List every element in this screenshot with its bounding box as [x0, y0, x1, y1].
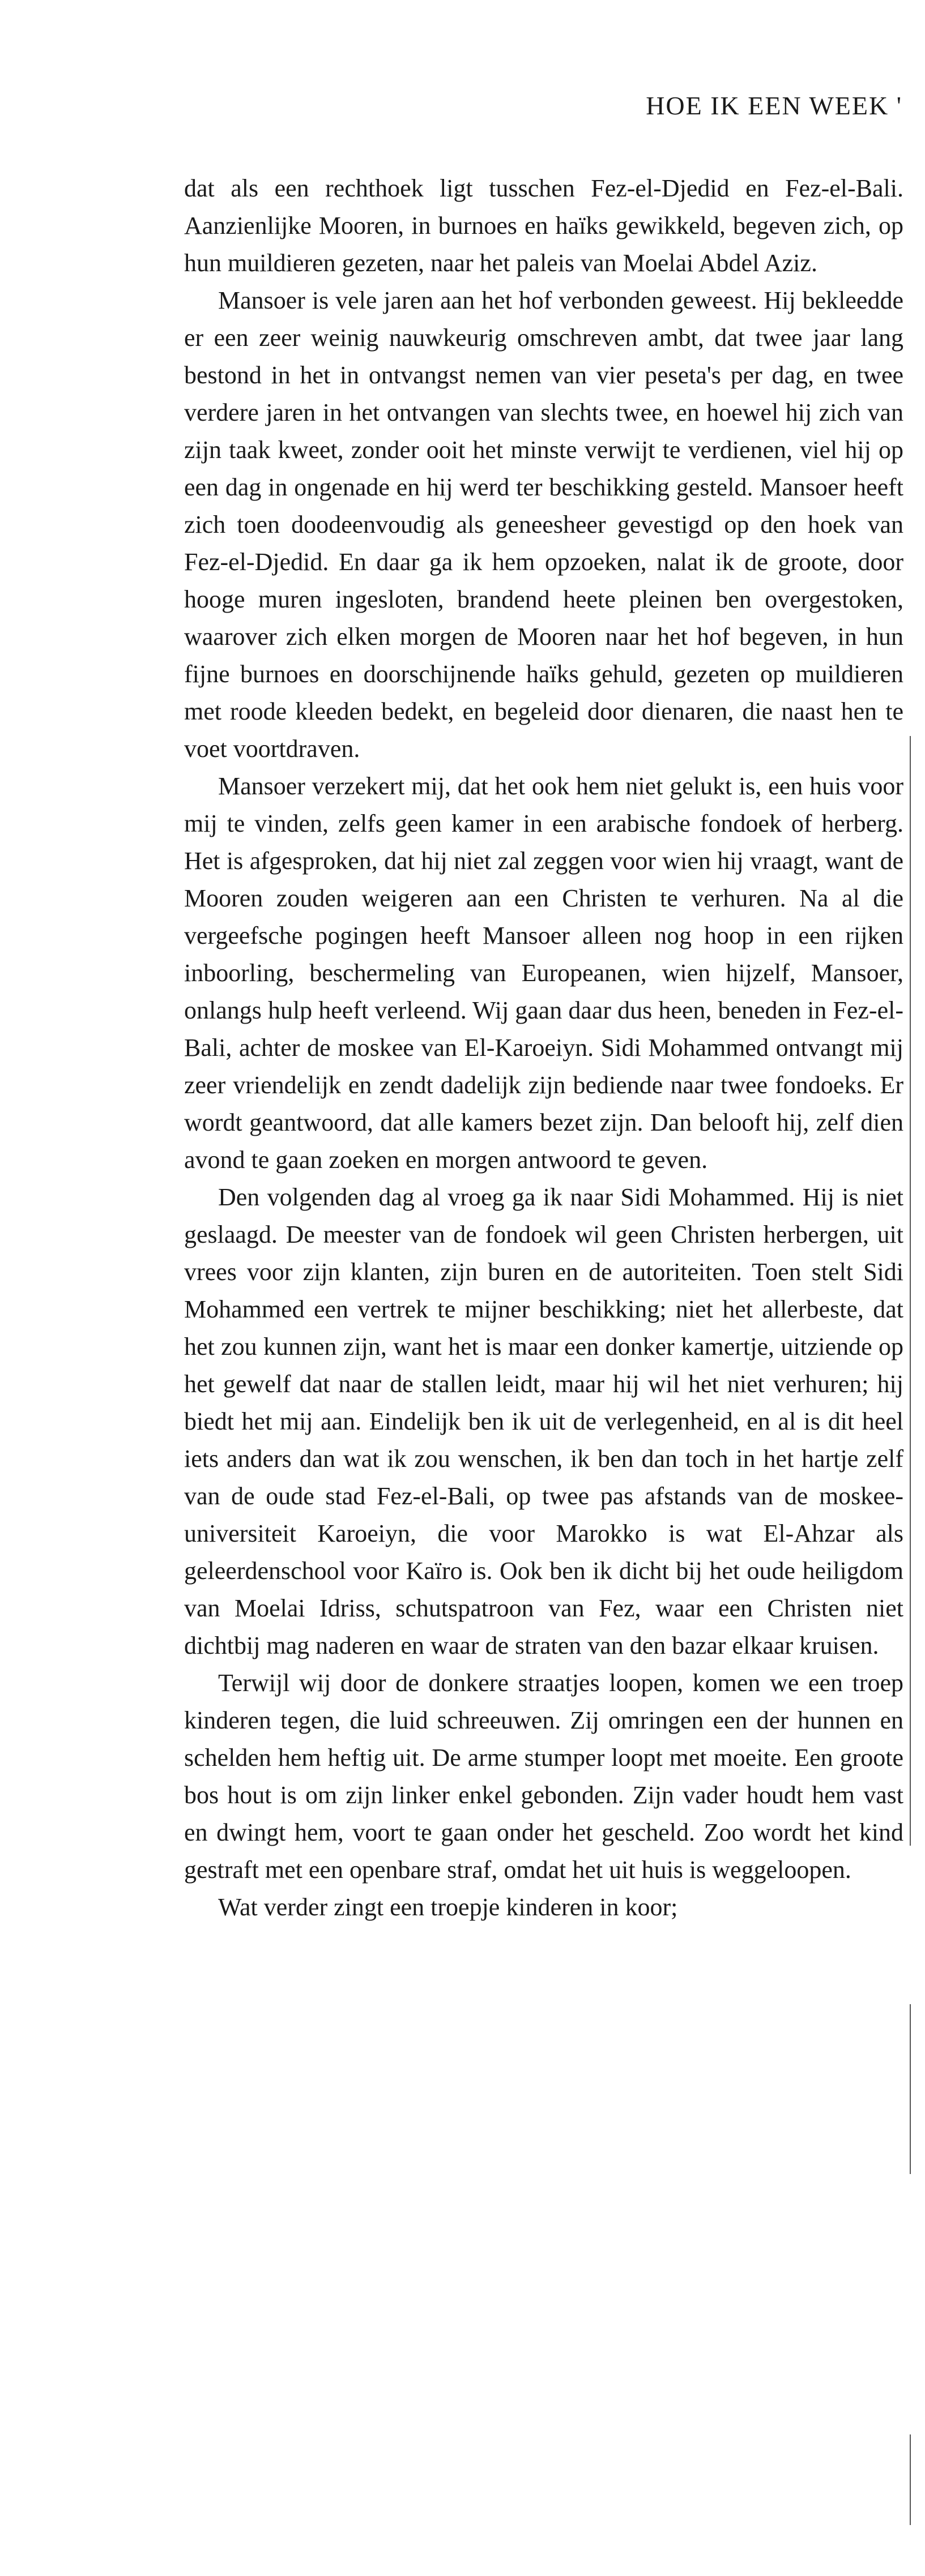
paragraph-5: Terwijl wij door de donkere straatjes loopen, komen we een troep kinderen tegen, die luid schreeuwen. Zij omringen een der hunnen en schelden hem heftig uit. De arme stumper loopt met moeite. Een groote bos hout is om zijn linker enkel gebonden. Zijn vader houdt hem vast en dwingt hem, voort te gaan onder het gescheld. Zoo wordt het kind gestraft met een openbare straf, omdat het uit huis is weggeloopen. [184, 1669, 903, 1884]
margin-rule [910, 2004, 911, 2174]
paragraph-2: Mansoer is vele jaren aan het hof verbonden geweest. Hij bekleedde er een zeer weinig nauwkeurig omschreven ambt, dat twee jaar lang bestond in het in ontvangst nemen van vier peseta's per dag, en twee verdere jaren in het ontvangen van slechts twee, en hoewel hij zich van zijn taak kweet, zonder ooit het minste verwijt te verdienen, viel hij op een dag in ongenade en hij werd ter beschikking gesteld. Mansoer heeft zich toen doodeenvoudig als geneesheer gevestigd op den hoek van Fez-el-Djedid. En daar ga ik hem opzoeken, nalat ik de groote, door hooge muren ingesloten, brandend heete pleinen ben overgestoken, waarover zich elken morgen de Mooren naar het hof begeven, in hun fijne burnoes en doorschijnende haïks gehuld, gezeten op muildieren met roode kleeden bedekt, en begeleid door dienaren, die naast hen te voet voortdraven. [184, 286, 903, 763]
paragraph-1: dat als een rechthoek ligt tusschen Fez-el-Djedid en Fez-el-Bali. Aanzienlijke Mooren, in burnoes en haïks gewikkeld, begeven zich, op hun muildieren gezeten, naar het paleis van Moelai Abdel Aziz. [184, 174, 903, 277]
running-head-title: HOE IK EEN WEEK ' [646, 91, 902, 120]
paragraph-3: Mansoer verzekert mij, dat het ook hem niet gelukt is, een huis voor mij te vinden, zelfs geen kamer in een arabische fondoek of herberg. Het is afgesproken, dat hij niet zal zeggen voor wien hij vraagt, want de Mooren zouden weigeren aan een Christen te verhuren. Na al die vergeefsche pogingen heeft Mansoer alleen nog hoop in een rijken inboorling, beschermeling van Europeanen, wien hijzelf, Mansoer, onlangs hulp heeft verleend. Wij gaan daar dus heen, beneden in Fez-el-Bali, achter de moskee van El-Karoeiyn. Sidi Mohammed ontvangt mij zeer vriendelijk en zendt dadelijk zijn bediende naar twee fondoeks. Er wordt geantwoord, dat alle kamers bezet zijn. Dan belooft hij, zelf dien avond te gaan zoeken en morgen antwoord te geven. [184, 772, 903, 1174]
paragraph-6: Wat verder zingt een troepje kinderen in koor; [218, 1893, 678, 1921]
margin-rule [910, 2434, 911, 2525]
paragraph-4: Den volgenden dag al vroeg ga ik naar Sidi Mohammed. Hij is niet geslaagd. De meester van de fondoek wil geen Christen herbergen, uit vrees voor zijn klanten, zijn buren en de autoriteiten. Toen stelt Sidi Mohammed een vertrek te mijner beschikking; niet het allerbeste, dat het zou kunnen zijn, want het is maar een donker kamertje, uitziende op het gewelf dat naar de stallen leidt, maar hij wil het niet verhuren; hij biedt het mij aan. Eindelijk ben ik uit de verlegenheid, en al is dit heel iets anders dan wat ik zou wenschen, ik ben dan toch in het hartje zelf van de oude stad Fez-el-Bali, op twee pas afstands van de moskee-universiteit Karoeiyn, die voor Marokko is wat El-Ahzar als geleerdenschool voor Kaïro is. Ook ben ik dicht bij het oude heiligdom van Moelai Idriss, schutspatroon van Fez, waar een Christen niet dichtbij mag naderen en waar de straten van den bazar elkaar kruisen. [184, 1183, 903, 1659]
body-text [184, 170, 903, 1926]
margin-rule [910, 736, 911, 1846]
